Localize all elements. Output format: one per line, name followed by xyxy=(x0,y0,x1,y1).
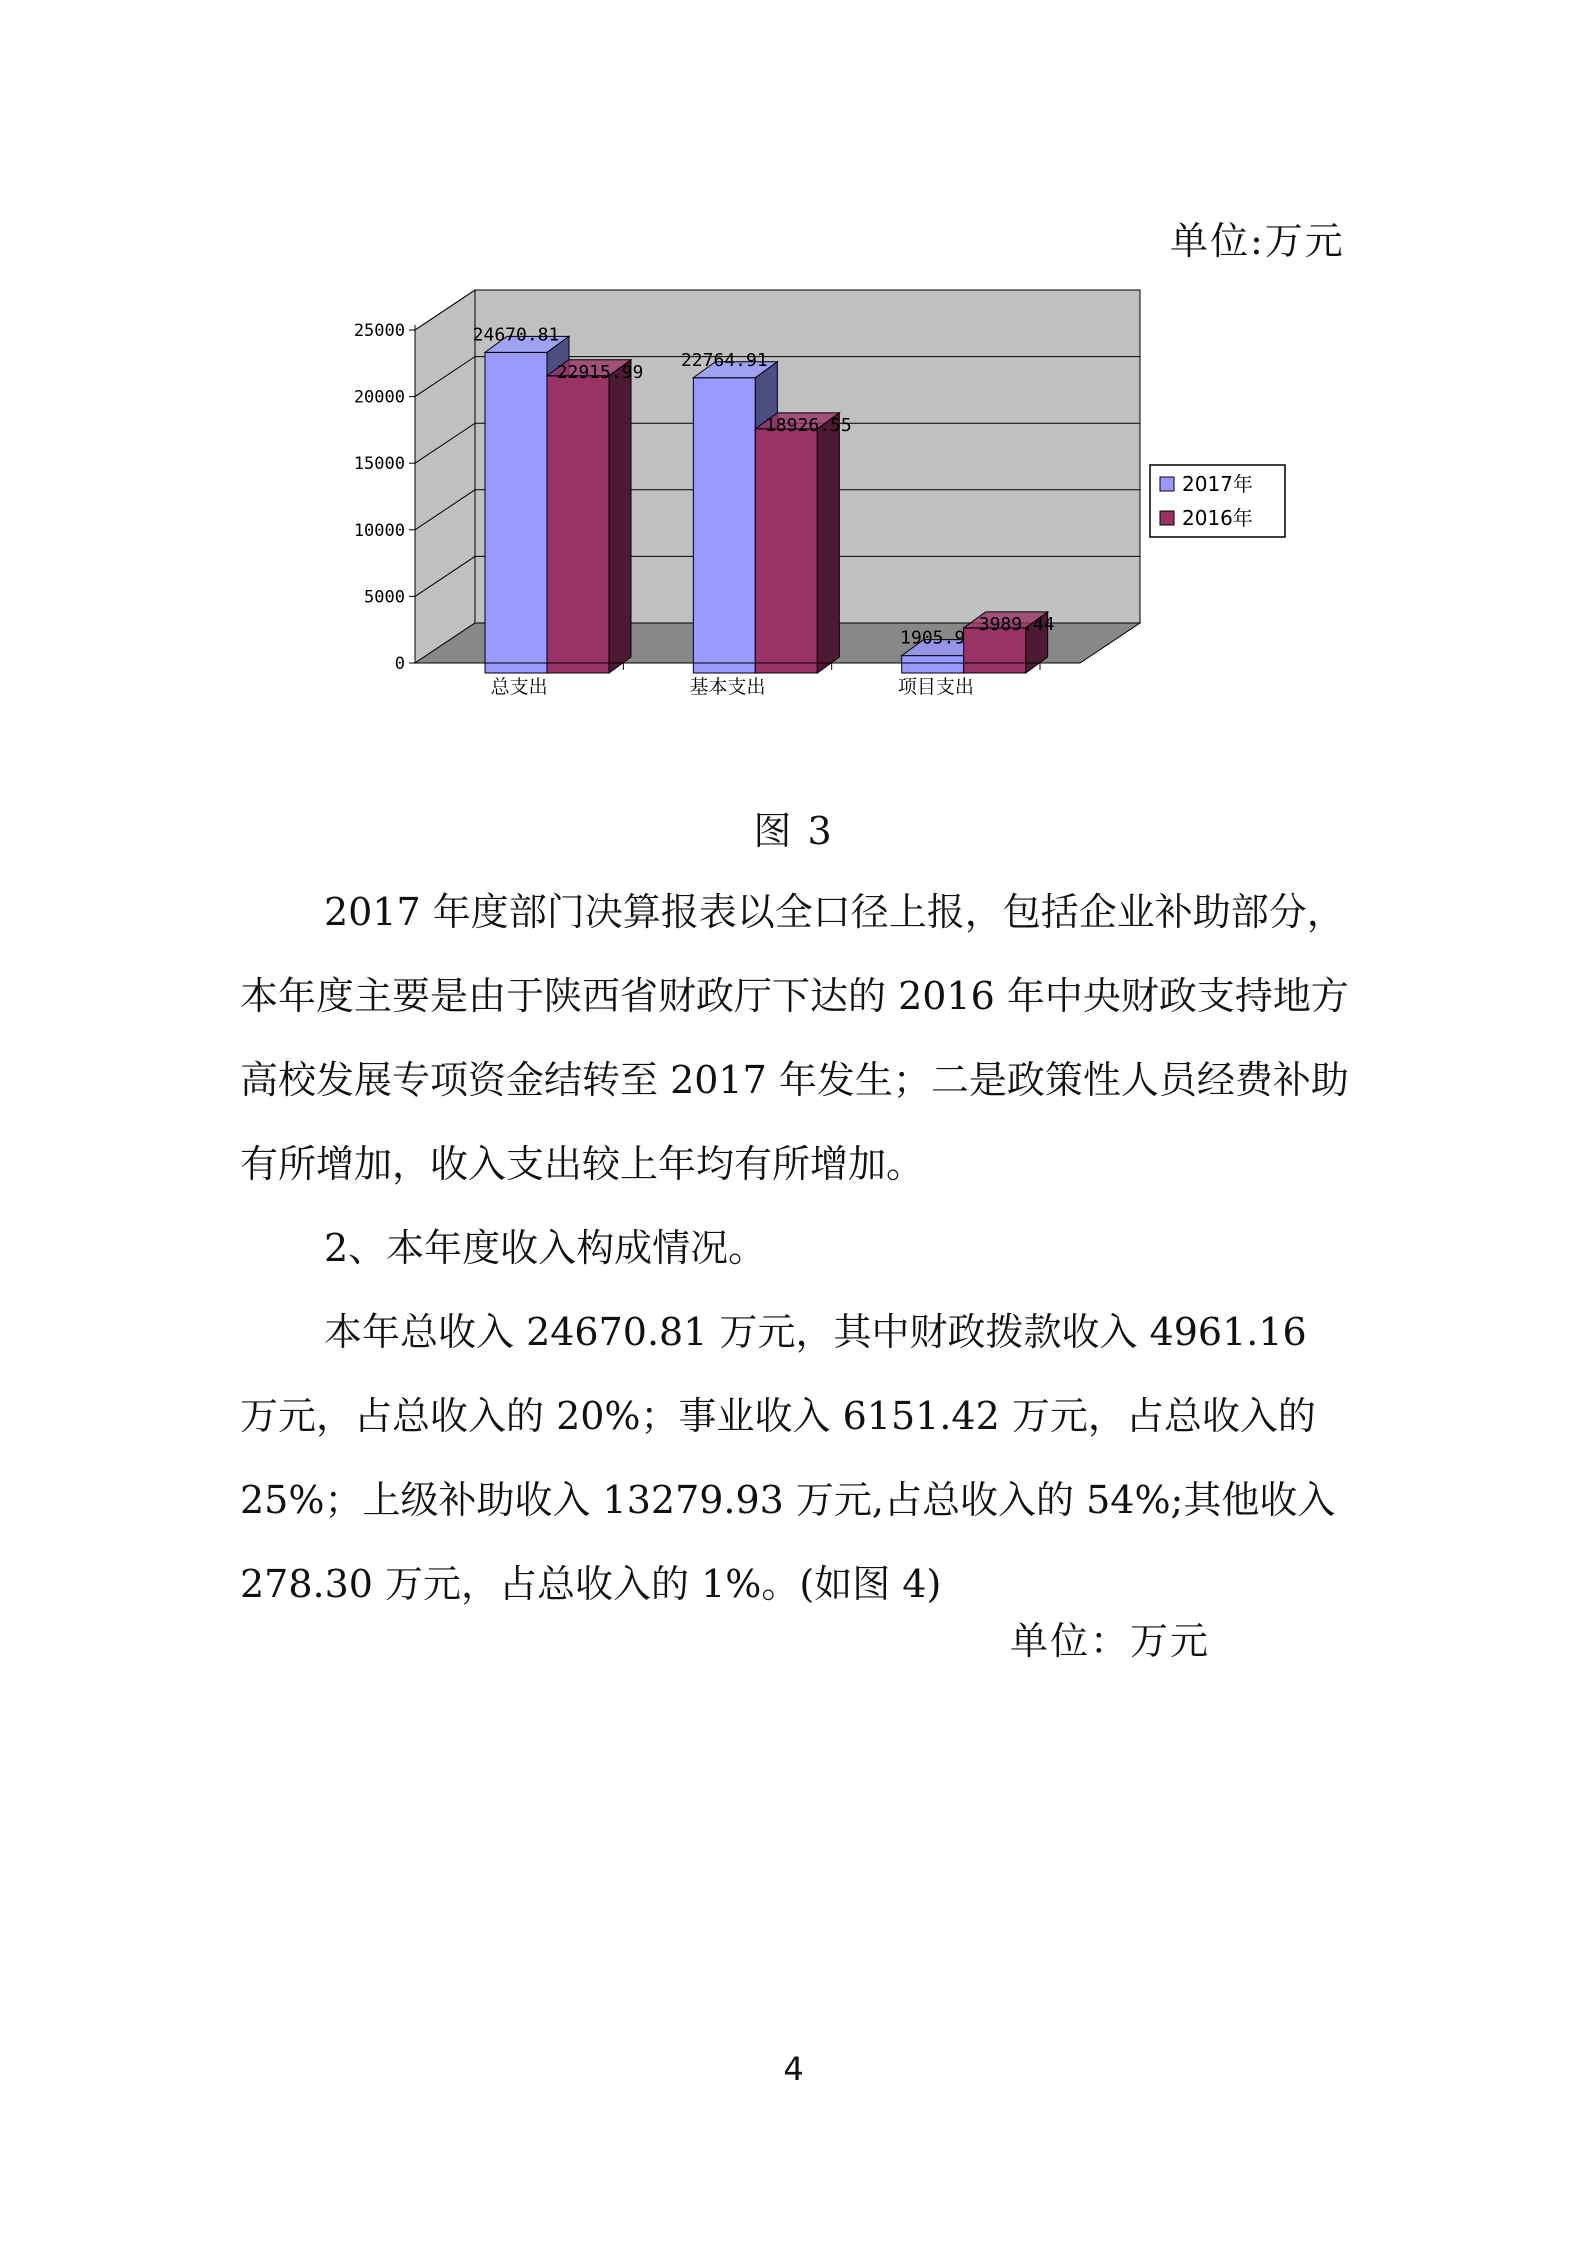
chart-side-wall xyxy=(415,290,475,663)
data-label: 3989.44 xyxy=(978,613,1055,635)
bar-front xyxy=(693,378,755,673)
x-tick-label: 基本支出 xyxy=(689,676,766,698)
y-tick-label: 25000 xyxy=(353,321,405,341)
bar-front xyxy=(902,656,964,673)
legend-label: 2016年 xyxy=(1182,506,1253,530)
bar-chart-svg xyxy=(320,280,1300,710)
y-tick-label: 10000 xyxy=(353,520,405,541)
legend-swatch xyxy=(1160,477,1174,491)
data-label: 22764.91 xyxy=(680,349,768,371)
data-label: 1905.9 xyxy=(900,627,966,649)
paragraph-3: 本年总收入 24670.81 万元，其中财政拨款收入 4961.16 万元，占总收入的 20%；事业收入 6151.42 万元，占总收入的 25%；上级补助收入 13279.93 万元,占总收入的 54%;其他收入 278.30 万元，占总收入的 1%。(如图 4) xyxy=(240,1310,1336,1606)
x-tick-label: 总支出 xyxy=(490,676,548,698)
data-label: 22915.99 xyxy=(556,361,644,383)
body-text xyxy=(240,870,1350,1626)
bar-side xyxy=(609,360,631,673)
x-tick-label: 项目支出 xyxy=(897,676,974,698)
bar-chart xyxy=(320,280,1300,710)
y-tick-label: 5000 xyxy=(364,587,405,608)
y-tick-label: 0 xyxy=(394,654,405,674)
bar-front xyxy=(755,429,817,673)
y-tick-label: 20000 xyxy=(353,387,405,408)
data-label: 18926.55 xyxy=(764,414,852,436)
legend-label: 2017年 xyxy=(1182,472,1253,496)
paragraph-2: 2、本年度收入构成情况。 xyxy=(324,1226,767,1270)
unit-label-bottom: 单位：万元 xyxy=(1010,1619,1211,1663)
page-number: 4 xyxy=(783,2050,804,2088)
unit-label-top: 单位:万元 xyxy=(1170,219,1345,263)
paragraph-1: 2017 年度部门决算报表以全口径上报，包括企业补助部分，本年度主要是由于陕西省财政厅下达的 2016 年中央财政支持地方高校发展专项资金结转至 2017 年发生；二是政策性人员经费补助有所增加，收入支出较上年均有所增加。 xyxy=(240,890,1349,1186)
data-label: 24670.81 xyxy=(472,324,560,346)
bar-side xyxy=(817,413,839,673)
bar-front xyxy=(547,376,609,673)
chart-legend xyxy=(1150,465,1285,537)
legend-swatch xyxy=(1160,511,1174,525)
figure-caption: 图 3 xyxy=(753,809,834,853)
y-tick-label: 15000 xyxy=(353,454,405,475)
bar-front xyxy=(485,352,547,673)
